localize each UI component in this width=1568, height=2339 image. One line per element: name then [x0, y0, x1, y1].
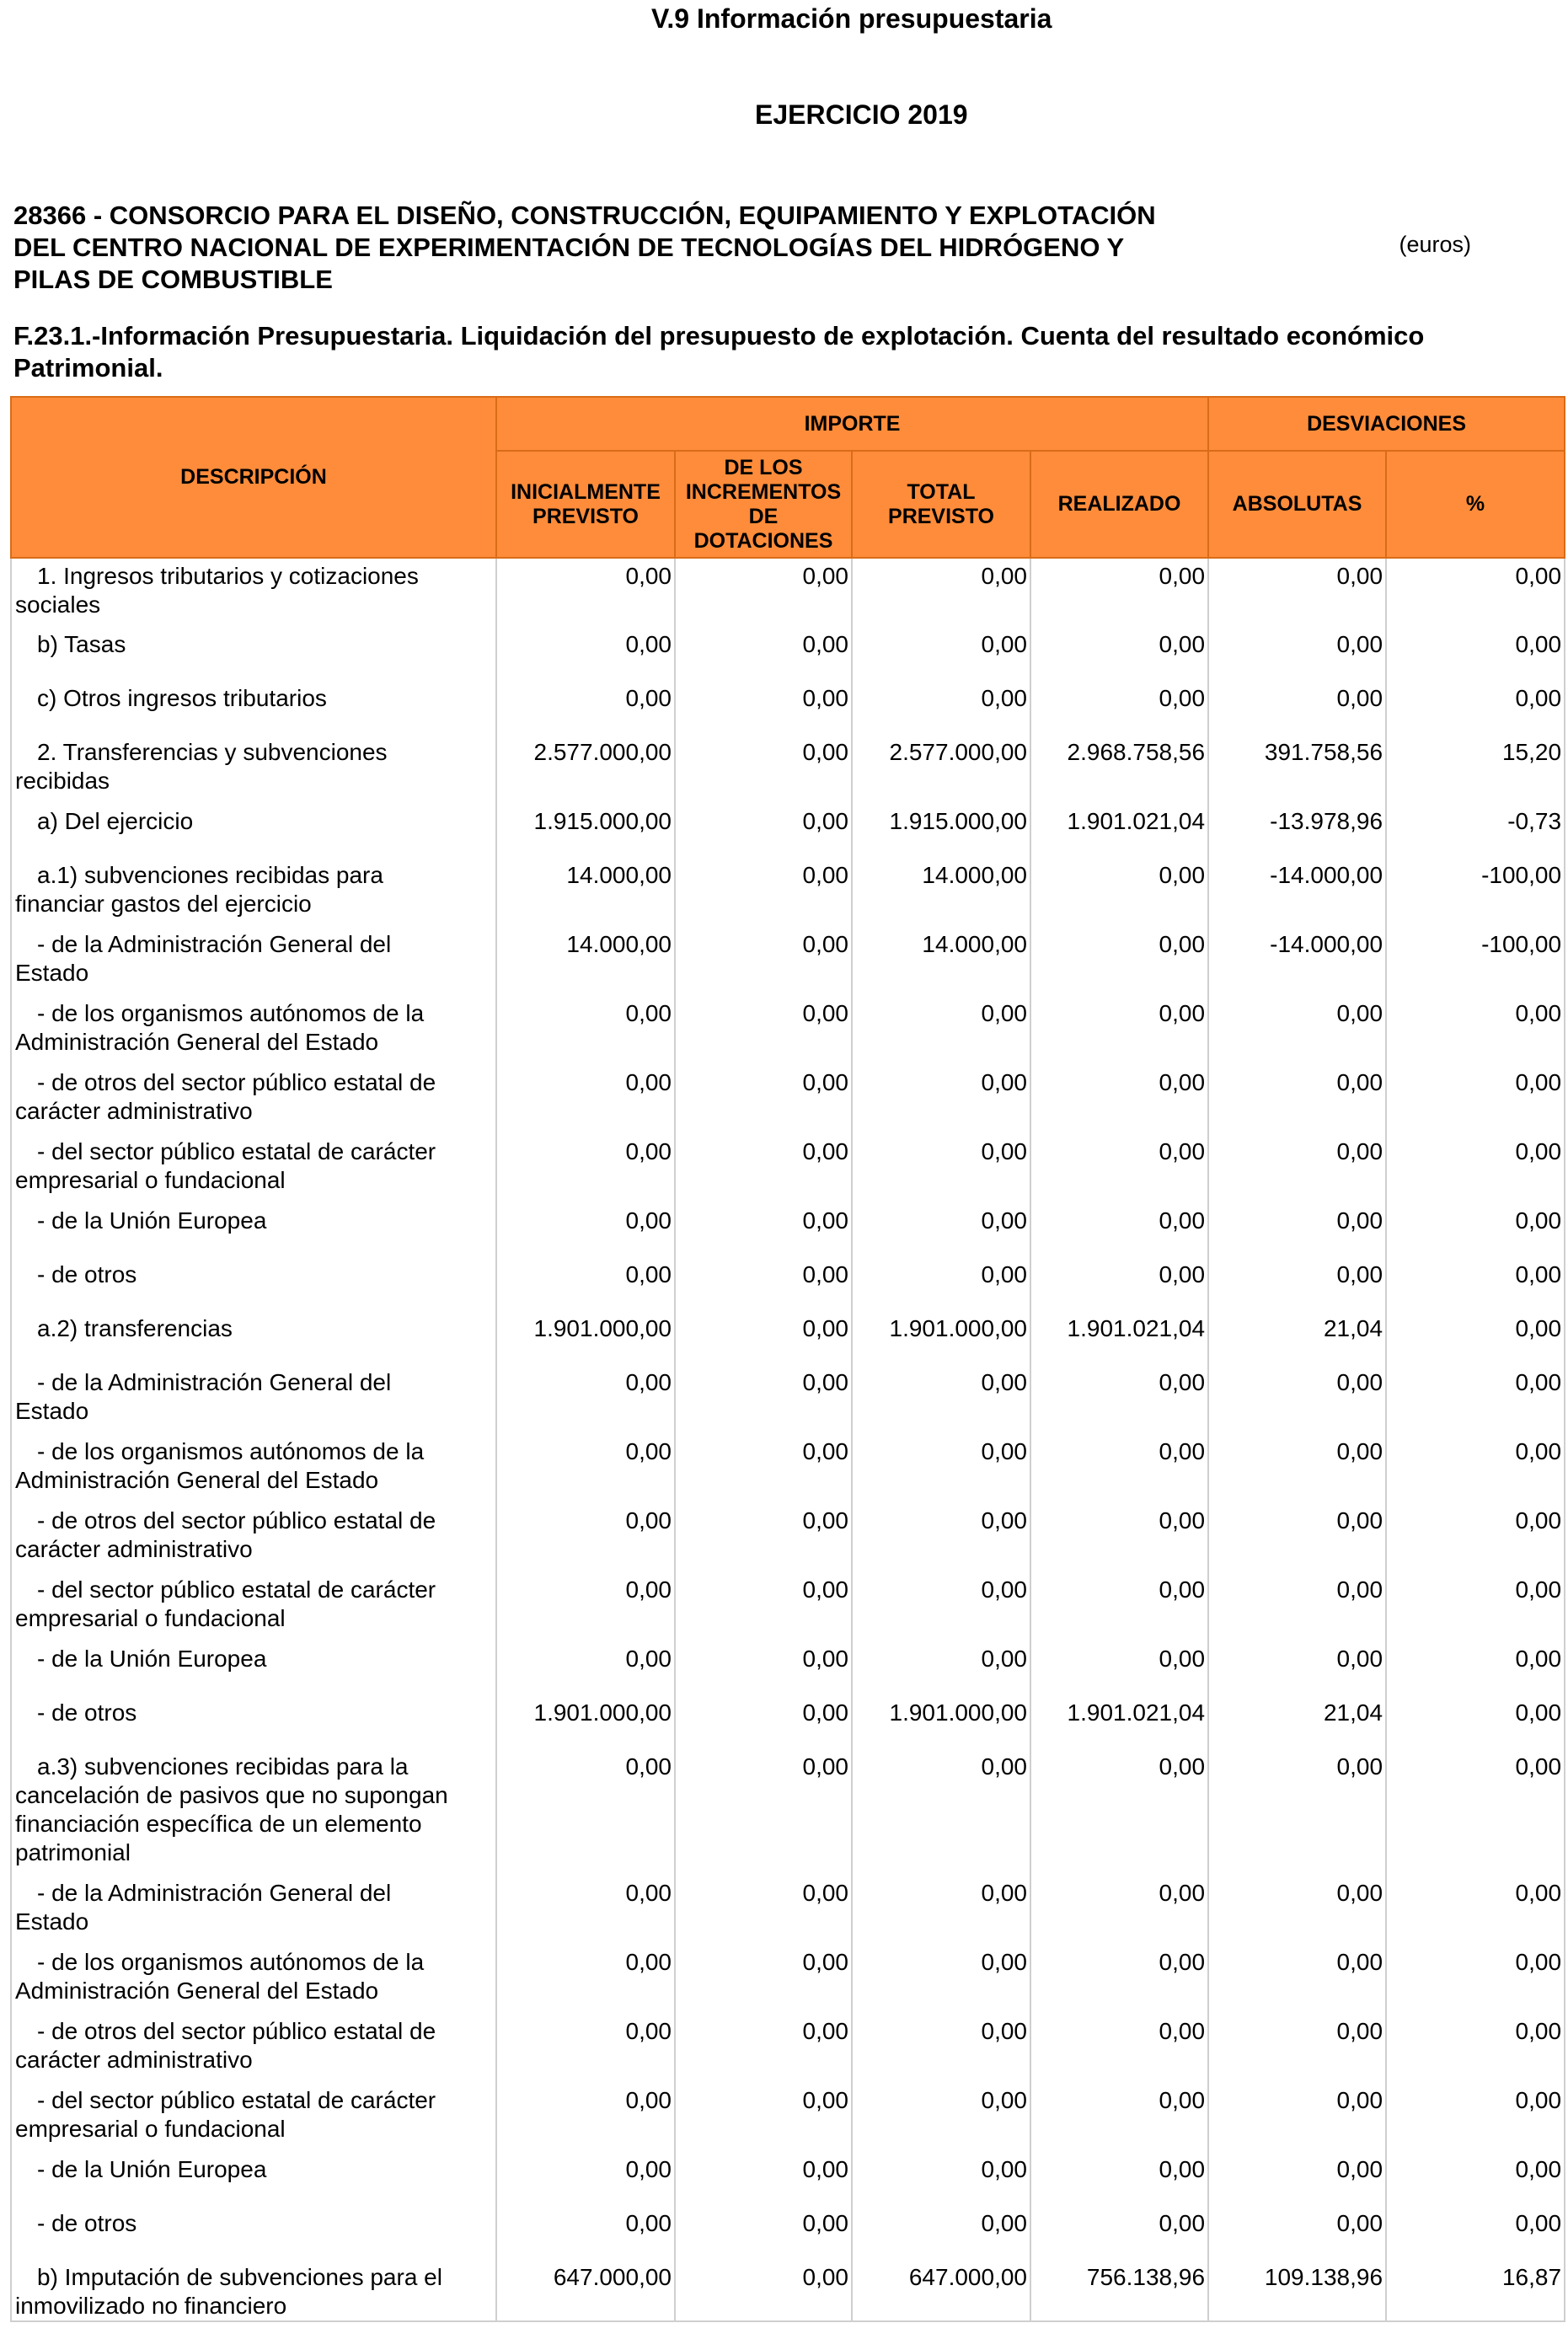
cell-value: 0,00	[1386, 1203, 1565, 1257]
cell-value: 0,00	[496, 1203, 675, 1257]
cell-value: 14.000,00	[852, 858, 1030, 927]
cell-value: -0,73	[1386, 804, 1565, 858]
table-row	[11, 804, 1565, 858]
cell-value: 0,00	[1030, 1434, 1208, 1503]
cell-value: 0,00	[1208, 1572, 1386, 1641]
report-title	[13, 320, 1555, 384]
cell-value: 2.577.000,00	[496, 735, 675, 804]
table-row	[11, 1065, 1565, 1134]
row-description	[11, 1641, 496, 1695]
cell-value: 0,00	[852, 2083, 1030, 2152]
cell-value: 0,00	[496, 2152, 675, 2206]
cell-value: 0,00	[496, 1065, 675, 1134]
row-description	[11, 681, 496, 735]
table-row	[11, 996, 1565, 1065]
table-row	[11, 681, 1565, 735]
row-description-line: Estado	[15, 1908, 89, 1935]
cell-value: 0,00	[1386, 2083, 1565, 2152]
cell-value: 0,00	[1386, 1434, 1565, 1503]
row-description-line: 2. Transferencias y subvenciones	[37, 739, 388, 765]
cell-value: 0,00	[675, 858, 852, 927]
row-description	[11, 1749, 496, 1876]
cell-value: 0,00	[1208, 2014, 1386, 2083]
cell-value: 0,00	[1208, 1641, 1386, 1695]
row-description-line: b) Tasas	[37, 631, 126, 657]
cell-value: 0,00	[852, 1572, 1030, 1641]
cell-value: 0,00	[852, 2206, 1030, 2260]
cell-value: 0,00	[852, 1434, 1030, 1503]
cell-value: 0,00	[1030, 1749, 1208, 1876]
row-description-line: sociales	[15, 591, 101, 618]
col-inicial	[496, 451, 675, 558]
cell-value: 15,20	[1386, 735, 1565, 804]
cell-value: 0,00	[675, 1641, 852, 1695]
cell-value: 0,00	[496, 1365, 675, 1434]
table-row	[11, 558, 1565, 627]
cell-value: 0,00	[675, 1695, 852, 1749]
cell-value: 0,00	[496, 1134, 675, 1203]
cell-value: 0,00	[675, 1203, 852, 1257]
row-description-line: - de la Unión Europea	[37, 1646, 267, 1672]
cell-value: 0,00	[496, 2014, 675, 2083]
cell-value: 0,00	[1030, 1065, 1208, 1134]
cell-value: -14.000,00	[1208, 858, 1386, 927]
cell-value: 0,00	[852, 2014, 1030, 2083]
cell-value: 0,00	[496, 558, 675, 627]
cell-value: 0,00	[852, 1503, 1030, 1572]
cell-value: 0,00	[675, 627, 852, 681]
table-row	[11, 1503, 1565, 1572]
row-description-line: carácter administrativo	[15, 1536, 253, 1562]
cell-value: 14.000,00	[496, 927, 675, 996]
row-description-line: empresarial o fundacional	[15, 1605, 286, 1631]
table-row	[11, 858, 1565, 927]
cell-value: 0,00	[496, 996, 675, 1065]
cell-value: 0,00	[1030, 1945, 1208, 2014]
cell-value: 2.968.758,56	[1030, 735, 1208, 804]
col-total-line: TOTAL	[907, 479, 976, 504]
cell-value: 0,00	[852, 627, 1030, 681]
row-description-line: financiación específica de un elemento	[15, 1811, 422, 1837]
row-description-line: a) Del ejercicio	[37, 808, 194, 834]
row-description-line: inmovilizado no financiero	[15, 2293, 287, 2319]
cell-value: 0,00	[675, 996, 852, 1065]
row-description	[11, 1203, 496, 1257]
report-title-line: Patrimonial.	[13, 353, 163, 383]
row-description	[11, 1876, 496, 1945]
cell-value: 0,00	[852, 1641, 1030, 1695]
row-description	[11, 1434, 496, 1503]
cell-value: 0,00	[675, 1134, 852, 1203]
cell-value: 0,00	[1386, 2014, 1565, 2083]
cell-value: 0,00	[1386, 1503, 1565, 1572]
cell-value: 0,00	[1386, 1065, 1565, 1134]
cell-value: 0,00	[1386, 1365, 1565, 1434]
cell-value: 0,00	[496, 681, 675, 735]
cell-value: 0,00	[1030, 996, 1208, 1065]
table-row	[11, 1641, 1565, 1695]
row-description	[11, 1695, 496, 1749]
cell-value: -100,00	[1386, 858, 1565, 927]
cell-value: 0,00	[675, 1503, 852, 1572]
row-description	[11, 2083, 496, 2152]
cell-value: 0,00	[1030, 1134, 1208, 1203]
table-row	[11, 1572, 1565, 1641]
table-row	[11, 2152, 1565, 2206]
row-description-line: cancelación de pasivos que no supongan	[15, 1782, 448, 1808]
cell-value: 0,00	[1386, 1945, 1565, 2014]
row-description-line: - de los organismos autónomos de la	[37, 1438, 425, 1464]
row-description	[11, 2206, 496, 2260]
cell-value: 0,00	[496, 1572, 675, 1641]
cell-value: 0,00	[1030, 2083, 1208, 2152]
cell-value: 0,00	[675, 681, 852, 735]
cell-value: 0,00	[496, 2083, 675, 2152]
row-description-line: c) Otros ingresos tributarios	[37, 685, 327, 711]
col-incrementos	[675, 451, 852, 558]
cell-value: 0,00	[1386, 1695, 1565, 1749]
cell-value: 0,00	[496, 2206, 675, 2260]
entity-line: PILAS DE COMBUSTIBLE	[13, 265, 333, 294]
table-row	[11, 1365, 1565, 1434]
cell-value: 2.577.000,00	[852, 735, 1030, 804]
row-description	[11, 2152, 496, 2206]
col-total	[852, 451, 1030, 558]
cell-value: 0,00	[1386, 996, 1565, 1065]
col-realizado: REALIZADO	[1030, 451, 1208, 558]
cell-value: 0,00	[675, 1876, 852, 1945]
cell-value: 647.000,00	[852, 2260, 1030, 2321]
cell-value: 0,00	[1208, 1065, 1386, 1134]
cell-value: 1.901.021,04	[1030, 1311, 1208, 1365]
col-inicial-line: PREVISTO	[532, 504, 639, 528]
row-description	[11, 1257, 496, 1311]
row-description-line: Administración General del Estado	[15, 1029, 379, 1055]
cell-value: 0,00	[1030, 558, 1208, 627]
cell-value: 0,00	[675, 2260, 852, 2321]
cell-value: 0,00	[1386, 558, 1565, 627]
cell-value: 0,00	[1208, 1945, 1386, 2014]
row-description-line: - del sector público estatal de carácter	[37, 1576, 436, 1603]
cell-value: 0,00	[496, 1434, 675, 1503]
col-incrementos-line: DE LOS	[724, 455, 803, 479]
cell-value: 0,00	[1208, 558, 1386, 627]
cell-value: 0,00	[1208, 681, 1386, 735]
cell-value: 0,00	[675, 1065, 852, 1134]
cell-value: 1.901.000,00	[852, 1695, 1030, 1749]
row-description	[11, 1945, 496, 2014]
cell-value: 14.000,00	[852, 927, 1030, 996]
row-description-line: a.2) transferencias	[37, 1315, 233, 1341]
cell-value: 0,00	[1386, 681, 1565, 735]
entity-line: DEL CENTRO NACIONAL DE EXPERIMENTACIÓN DE TECNOLOGÍAS DEL HIDRÓGENO Y	[13, 233, 1125, 262]
cell-value: 0,00	[1030, 2014, 1208, 2083]
row-description-line: Administración General del Estado	[15, 1978, 379, 2004]
cell-value: 0,00	[1386, 1257, 1565, 1311]
cell-value: 0,00	[1208, 1203, 1386, 1257]
row-description-line: - de otros del sector público estatal de	[37, 1069, 436, 1095]
cell-value: 0,00	[1208, 627, 1386, 681]
row-description-line: - de otros	[37, 2210, 137, 2236]
row-description	[11, 735, 496, 804]
row-description-line: - de la Administración General del	[37, 931, 392, 957]
row-description	[11, 1065, 496, 1134]
cell-value: -14.000,00	[1208, 927, 1386, 996]
table-row	[11, 2206, 1565, 2260]
col-incrementos-line: INCREMENTOS	[685, 479, 842, 504]
cell-value: 0,00	[675, 735, 852, 804]
row-description-line: Estado	[15, 1398, 89, 1424]
cell-value: 0,00	[675, 1311, 852, 1365]
cell-value: 0,00	[496, 1257, 675, 1311]
row-description-line: - de otros	[37, 1261, 137, 1287]
cell-value: 0,00	[1386, 627, 1565, 681]
cell-value: 0,00	[1208, 1503, 1386, 1572]
row-description	[11, 2014, 496, 2083]
row-description-line: 1. Ingresos tributarios y cotizaciones	[37, 563, 419, 589]
cell-value: 1.915.000,00	[852, 804, 1030, 858]
cell-value: 0,00	[1208, 1749, 1386, 1876]
cell-value: 0,00	[1030, 858, 1208, 927]
table-row	[11, 735, 1565, 804]
cell-value: 0,00	[1030, 1257, 1208, 1311]
row-description-line: - del sector público estatal de carácter	[37, 1138, 436, 1164]
cell-value: 0,00	[1208, 996, 1386, 1065]
cell-value: 0,00	[1030, 927, 1208, 996]
table-row	[11, 1434, 1565, 1503]
cell-value: 0,00	[1208, 1434, 1386, 1503]
cell-value: 0,00	[852, 558, 1030, 627]
table-row	[11, 1695, 1565, 1749]
cell-value: 391.758,56	[1208, 735, 1386, 804]
cell-value: 0,00	[1386, 1749, 1565, 1876]
cell-value: 0,00	[1030, 627, 1208, 681]
cell-value: 1.901.000,00	[496, 1695, 675, 1749]
row-description-line: Administración General del Estado	[15, 1467, 379, 1493]
cell-value: 0,00	[1208, 1257, 1386, 1311]
cell-value: 0,00	[675, 2152, 852, 2206]
cell-value: 756.138,96	[1030, 2260, 1208, 2321]
cell-value: 0,00	[1030, 2152, 1208, 2206]
row-description-line: - de otros del sector público estatal de	[37, 2018, 436, 2044]
col-incrementos-line: DOTACIONES	[693, 528, 833, 553]
budget-table	[10, 396, 1565, 2322]
cell-value: 0,00	[496, 1749, 675, 1876]
cell-value: 0,00	[852, 1749, 1030, 1876]
row-description-line: carácter administrativo	[15, 1098, 253, 1124]
cell-value: 0,00	[1386, 1876, 1565, 1945]
section-title: V.9 Información presupuestaria	[651, 3, 1052, 34]
row-description-line: - de los organismos autónomos de la	[37, 1949, 425, 1975]
table-row	[11, 1876, 1565, 1945]
cell-value: 1.901.021,04	[1030, 1695, 1208, 1749]
cell-value: 0,00	[1386, 2152, 1565, 2206]
cell-value: 0,00	[496, 627, 675, 681]
cell-value: -100,00	[1386, 927, 1565, 996]
cell-value: 0,00	[496, 1945, 675, 2014]
cell-value: 647.000,00	[496, 2260, 675, 2321]
entity-name	[13, 200, 1260, 296]
row-description	[11, 558, 496, 627]
cell-value: 0,00	[1386, 2206, 1565, 2260]
cell-value: 0,00	[496, 1641, 675, 1695]
units-label: (euros)	[1399, 232, 1471, 257]
table-row	[11, 1134, 1565, 1203]
row-description	[11, 1311, 496, 1365]
table-row	[11, 1749, 1565, 1876]
col-incrementos-line: DE	[748, 504, 779, 528]
cell-value: 0,00	[1208, 1134, 1386, 1203]
row-description-line: patrimonial	[15, 1839, 131, 1865]
row-description-line: empresarial o fundacional	[15, 2116, 286, 2142]
row-description-line: a.1) subvenciones recibidas para	[37, 862, 383, 888]
row-description-line: a.3) subvenciones recibidas para la	[37, 1753, 409, 1780]
group-importe: IMPORTE	[496, 397, 1208, 451]
exercise-title: EJERCICIO 2019	[755, 99, 968, 130]
row-description-line: - del sector público estatal de carácter	[37, 2087, 436, 2113]
cell-value: 0,00	[675, 1572, 852, 1641]
cell-value: 0,00	[1208, 2083, 1386, 2152]
cell-value: 0,00	[852, 1876, 1030, 1945]
cell-value: 0,00	[675, 927, 852, 996]
row-description-line: - de la Administración General del	[37, 1369, 392, 1395]
row-description-line: Estado	[15, 960, 89, 986]
cell-value: 0,00	[1030, 681, 1208, 735]
row-description	[11, 2260, 496, 2321]
cell-value: 1.901.000,00	[852, 1311, 1030, 1365]
cell-value: 0,00	[1208, 2152, 1386, 2206]
row-description	[11, 1503, 496, 1572]
cell-value: 0,00	[675, 1749, 852, 1876]
cell-value: 0,00	[852, 1257, 1030, 1311]
cell-value: 0,00	[1030, 1876, 1208, 1945]
row-description-line: - de la Administración General del	[37, 1880, 392, 1906]
table-row	[11, 1203, 1565, 1257]
report-title-line: F.23.1.-Información Presupuestaria. Liquidación del presupuesto de explotación. Cuenta del resultado económico	[13, 321, 1425, 351]
col-pct: %	[1386, 451, 1565, 558]
cell-value: 0,00	[1030, 2206, 1208, 2260]
cell-value: 0,00	[496, 1503, 675, 1572]
cell-value: 0,00	[852, 2152, 1030, 2206]
cell-value: 0,00	[1208, 1365, 1386, 1434]
col-descripcion: DESCRIPCIÓN	[11, 397, 496, 558]
cell-value: 0,00	[675, 1365, 852, 1434]
group-desviaciones: DESVIACIONES	[1208, 397, 1565, 451]
row-description	[11, 1365, 496, 1434]
cell-value: 0,00	[675, 2206, 852, 2260]
cell-value: 0,00	[852, 1065, 1030, 1134]
cell-value: 1.915.000,00	[496, 804, 675, 858]
cell-value: 109.138,96	[1208, 2260, 1386, 2321]
table-row	[11, 2083, 1565, 2152]
table-row	[11, 927, 1565, 996]
cell-value: 0,00	[1030, 1365, 1208, 1434]
row-description-line: - de la Unión Europea	[37, 1207, 267, 1234]
cell-value: 0,00	[1386, 1311, 1565, 1365]
cell-value: 0,00	[852, 1365, 1030, 1434]
row-description	[11, 1134, 496, 1203]
cell-value: 0,00	[675, 2083, 852, 2152]
row-description-line: - de otros	[37, 1699, 137, 1726]
cell-value: 14.000,00	[496, 858, 675, 927]
row-description	[11, 627, 496, 681]
cell-value: 21,04	[1208, 1695, 1386, 1749]
cell-value: 1.901.021,04	[1030, 804, 1208, 858]
cell-value: 0,00	[852, 1203, 1030, 1257]
cell-value: 0,00	[1386, 1134, 1565, 1203]
table-body	[11, 558, 1565, 2321]
row-description	[11, 804, 496, 858]
row-description-line: carácter administrativo	[15, 2047, 253, 2073]
col-absolutas: ABSOLUTAS	[1208, 451, 1386, 558]
table-row	[11, 1311, 1565, 1365]
cell-value: 0,00	[852, 1945, 1030, 2014]
row-description	[11, 996, 496, 1065]
cell-value: 0,00	[852, 681, 1030, 735]
cell-value: 0,00	[675, 1257, 852, 1311]
cell-value: 0,00	[1386, 1572, 1565, 1641]
cell-value: 0,00	[675, 2014, 852, 2083]
cell-value: 0,00	[1030, 1203, 1208, 1257]
cell-value: 0,00	[1386, 1641, 1565, 1695]
cell-value: -13.978,96	[1208, 804, 1386, 858]
row-description-line: - de otros del sector público estatal de	[37, 1507, 436, 1533]
table-row	[11, 2260, 1565, 2321]
cell-value: 0,00	[1030, 1503, 1208, 1572]
row-description-line: - de los organismos autónomos de la	[37, 1000, 425, 1026]
cell-value: 1.901.000,00	[496, 1311, 675, 1365]
row-description-line: empresarial o fundacional	[15, 1167, 286, 1193]
table-row	[11, 1257, 1565, 1311]
col-total-line: PREVISTO	[888, 504, 994, 528]
col-inicial-line: INICIALMENTE	[511, 479, 661, 504]
row-description	[11, 927, 496, 996]
row-description-line: recibidas	[15, 768, 110, 794]
cell-value: 0,00	[852, 1134, 1030, 1203]
cell-value: 0,00	[675, 804, 852, 858]
cell-value: 0,00	[496, 1876, 675, 1945]
cell-value: 21,04	[1208, 1311, 1386, 1365]
cell-value: 0,00	[675, 1945, 852, 2014]
cell-value: 0,00	[1208, 1876, 1386, 1945]
table-row	[11, 627, 1565, 681]
row-description	[11, 858, 496, 927]
row-description-line: financiar gastos del ejercicio	[15, 891, 312, 917]
entity-line: 28366 - CONSORCIO PARA EL DISEÑO, CONSTRUCCIÓN, EQUIPAMIENTO Y EXPLOTACIÓN	[13, 201, 1156, 230]
cell-value: 0,00	[1030, 1572, 1208, 1641]
table-row	[11, 1945, 1565, 2014]
table-row	[11, 2014, 1565, 2083]
cell-value: 0,00	[675, 1434, 852, 1503]
row-description-line: b) Imputación de subvenciones para el	[37, 2264, 442, 2290]
cell-value: 0,00	[852, 996, 1030, 1065]
row-description	[11, 1572, 496, 1641]
row-description-line: - de la Unión Europea	[37, 2156, 267, 2182]
cell-value: 0,00	[1208, 2206, 1386, 2260]
cell-value: 0,00	[675, 558, 852, 627]
cell-value: 16,87	[1386, 2260, 1565, 2321]
cell-value: 0,00	[1030, 1641, 1208, 1695]
